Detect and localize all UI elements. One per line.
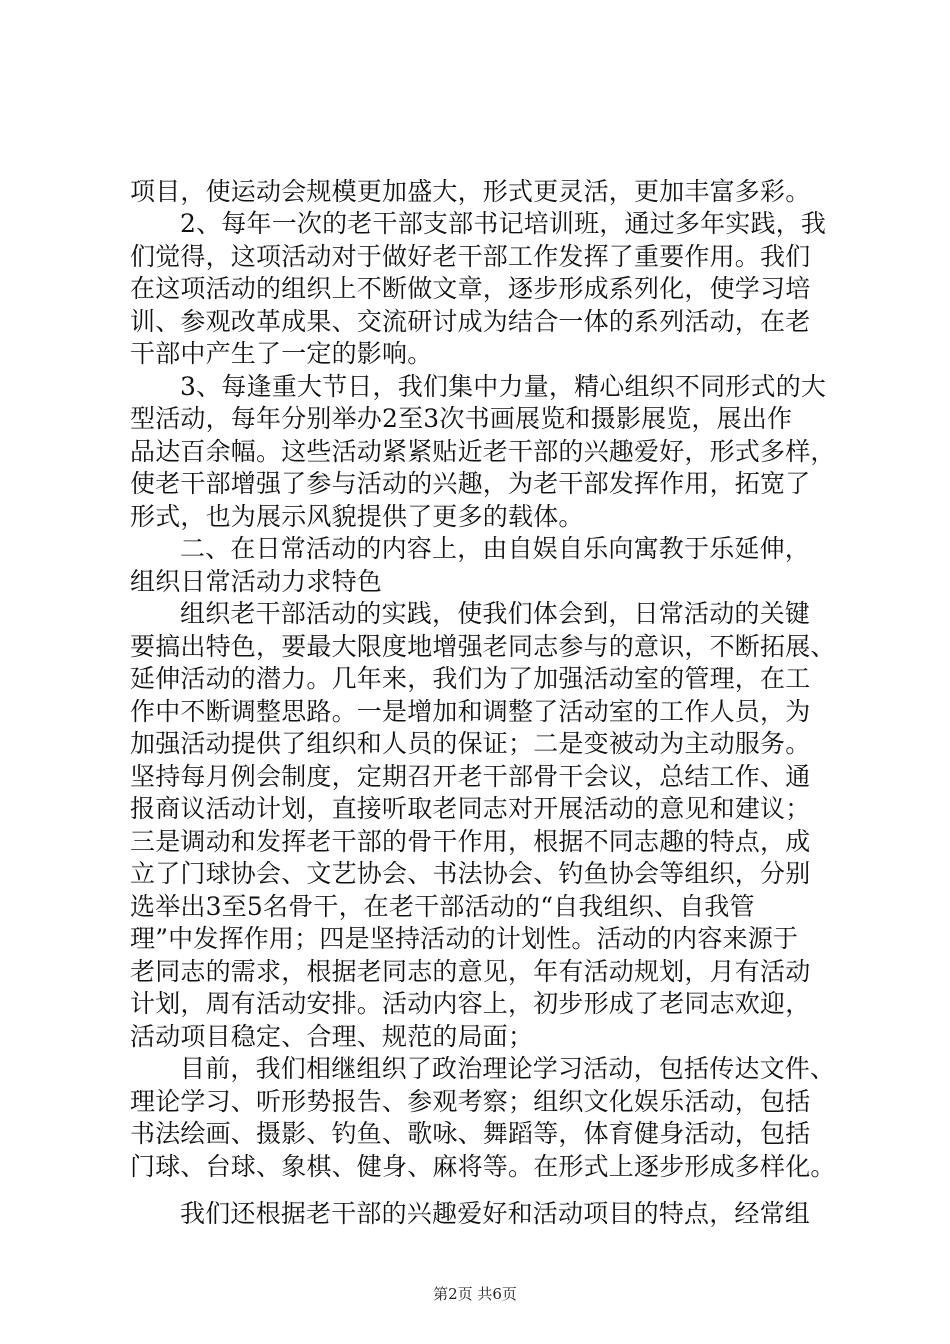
text-line: 组织老干部活动的实践，使我们体会到，日常活动的关键 [180,599,811,628]
text-line: 选举出3至5名骨干，在老干部活动的“自我组织、自我管 [130,892,755,921]
text-line: 2、每年一次的老干部支部书记培训班，通过多年实践，我 [180,209,827,238]
text-line: 加强活动提供了组织和人员的保证；二是变被动为主动服务。 [130,729,811,758]
text-line: 项目，使运动会规模更加盛大，形式更灵活，更加丰富多彩。 [130,177,811,206]
text-line: 品达百余幅。这些活动紧紧贴近老干部的兴趣爱好，形式多样， [130,437,836,466]
text-line: 三是调动和发挥老干部的骨干作用，根据不同志趣的特点，成 [130,827,811,856]
text-line: 书法绘画、摄影、钓鱼、歌咏、舞蹈等，体育健身活动，包括 [130,1119,811,1148]
text-line: 我们还根据老干部的兴趣爱好和活动项目的特点，经常组 [180,1199,811,1228]
text-line: 目前，我们相继组织了政治理论学习活动，包括传达文件、 [180,1054,836,1083]
text-line: 老同志的需求，根据老同志的意见，年有活动规划，月有活动 [130,957,811,986]
text-line: 要搞出特色，要最大限度地增强老同志参与的意识，不断拓展、 [130,632,836,661]
text-line: 干部中产生了一定的影响。 [130,339,433,368]
text-line: 坚持每月例会制度，定期召开老干部骨干会议，总结工作、通 [130,762,811,791]
text-line: 在这项活动的组织上不断做文章，逐步形成系列化，使学习培 [130,274,811,303]
text-line: 们觉得，这项活动对于做好老干部工作发挥了重要作用。我们 [130,242,811,271]
text-line: 立了门球协会、文艺协会、书法协会、钓鱼协会等组织，分别 [130,859,811,888]
text-line: 报商议活动计划，直接听取老同志对开展活动的意见和建议； [130,794,811,823]
text-line: 理”中发挥作用；四是坚持活动的计划性。活动的内容来源于 [130,924,799,953]
text-line: 型活动，每年分别举办2至3次书画展览和摄影展览，展出作 [130,404,793,433]
text-line: 训、参观改革成果、交流研讨成为结合一体的系列活动，在老 [130,307,811,336]
text-line: 计划，周有活动安排。活动内容上，初步形成了老同志欢迎， [130,989,811,1018]
text-line: 活动项目稳定、合理、规范的局面； [130,1022,534,1051]
section-heading: 二、在日常活动的内容上，由自娱自乐向寓教于乐延伸， [180,534,811,563]
section-heading: 组织日常活动力求特色 [130,567,383,596]
text-line: 理论学习、听形势报告、参观考察；组织文化娱乐活动，包括 [130,1087,811,1116]
text-line: 形式，也为展示风貌提供了更多的载体。 [130,502,584,531]
page-number-footer: 第2页 共6页 [433,1285,517,1303]
text-line: 门球、台球、象棋、健身、麻将等。在形式上逐步形成多样化。 [130,1152,836,1181]
text-line: 延伸活动的潜力。几年来，我们为了加强活动室的管理，在工 [130,664,811,693]
text-line: 使老干部增强了参与活动的兴趣，为老干部发挥作用，拓宽了 [130,469,811,498]
text-line: 作中不断调整思路。一是增加和调整了活动室的工作人员，为 [130,697,811,726]
text-line: 3、每逢重大节日，我们集中力量，精心组织不同形式的大 [180,372,827,401]
